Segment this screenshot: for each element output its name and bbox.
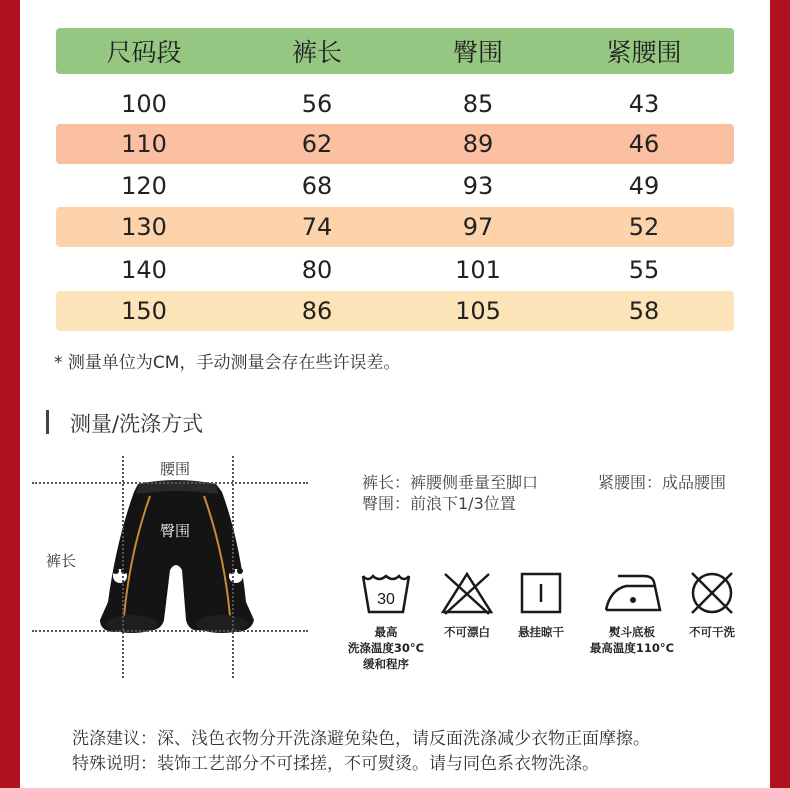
size-table-cell: 89 [462,130,494,158]
section-marker [46,410,49,434]
hip-definition: 臀围：前浪下1/3位置 [362,494,516,513]
wash-30-icon [360,570,412,616]
length-definition: 裤长：裤腰侧垂量至脚口 [362,473,539,492]
size-table-cell: 46 [628,130,660,158]
care-wash [346,570,426,672]
header-length: 裤长 [291,38,342,67]
size-table-cell: 68 [301,172,333,200]
size-table-cell: 130 [121,213,167,241]
wash-advice: 洗涤建议：深、浅色衣物分开洗涤避免染色，请反面洗涤减少衣物正面摩擦。 [72,729,650,749]
section-title: 测量/洗涤方式 [70,412,204,436]
care-hang [508,570,574,640]
right-guide-line [232,456,234,678]
size-table-cell: 58 [628,297,660,325]
size-table-row [56,84,734,124]
hang-dry-icon [519,570,563,616]
care-iron-label: 熨斗底板 最高温度110°C [589,625,675,655]
size-table-row [56,250,734,290]
care-bleach [434,570,500,640]
size-table-cell: 52 [628,213,660,241]
product-detail-page [20,0,770,788]
size-table-cell: 56 [301,90,333,118]
size-table-cell: 120 [121,172,167,200]
size-table-row [56,291,734,331]
size-table-cell: 62 [301,130,333,158]
size-table-cell: 150 [121,297,167,325]
size-table-cell: 105 [455,297,501,325]
no-dry-clean-icon [688,570,736,616]
size-table-row [56,166,734,206]
special-note: 特殊说明：装饰工艺部分不可揉搓，不可熨烫。请与同色系衣物洗涤。 [72,754,599,774]
iron-low-icon [602,570,662,616]
header-hip: 臀围 [452,38,503,67]
care-dryclean-label: 不可干洗 [689,625,735,639]
size-table-cell: 100 [121,90,167,118]
hip-label: 臀围 [160,522,191,540]
size-table-cell: 74 [301,213,333,241]
size-table-cell: 93 [462,172,494,200]
care-dryclean [680,570,744,640]
hem-guide-line [32,630,308,632]
size-table-cell: 101 [455,256,501,284]
header-waist: 紧腰围 [606,38,682,67]
size-table-row [56,124,734,164]
size-table-cell: 110 [121,130,167,158]
care-bleach-label: 不可漂白 [444,625,490,639]
size-table-cell: 43 [628,90,660,118]
left-guide-line [122,456,124,678]
waist-guide-line [32,482,308,484]
size-table-cell: 85 [462,90,494,118]
waist-definition: 紧腰围：成品腰围 [598,473,727,492]
size-table-cell: 80 [301,256,333,284]
header-size: 尺码段 [106,38,182,67]
size-table-cell: 86 [301,297,333,325]
care-iron [584,570,680,656]
size-table-cell: 97 [462,213,494,241]
waist-label: 腰围 [160,460,191,478]
garment-diagram [26,452,316,682]
care-wash-label: 最高 洗涤温度30°C 缓和程序 [347,625,425,671]
no-bleach-icon [439,570,495,616]
length-label: 裤长 [46,552,77,570]
wash-temp: 30 [377,591,395,608]
measurement-note: * 测量单位为CM，手动测量会存在些许误差。 [54,353,401,373]
care-hang-label: 悬挂晾干 [518,625,564,639]
size-table-cell: 140 [121,256,167,284]
size-table-cell: 49 [628,172,660,200]
size-table-row [56,207,734,247]
size-table-cell: 55 [628,256,660,284]
size-table-header [56,28,734,74]
